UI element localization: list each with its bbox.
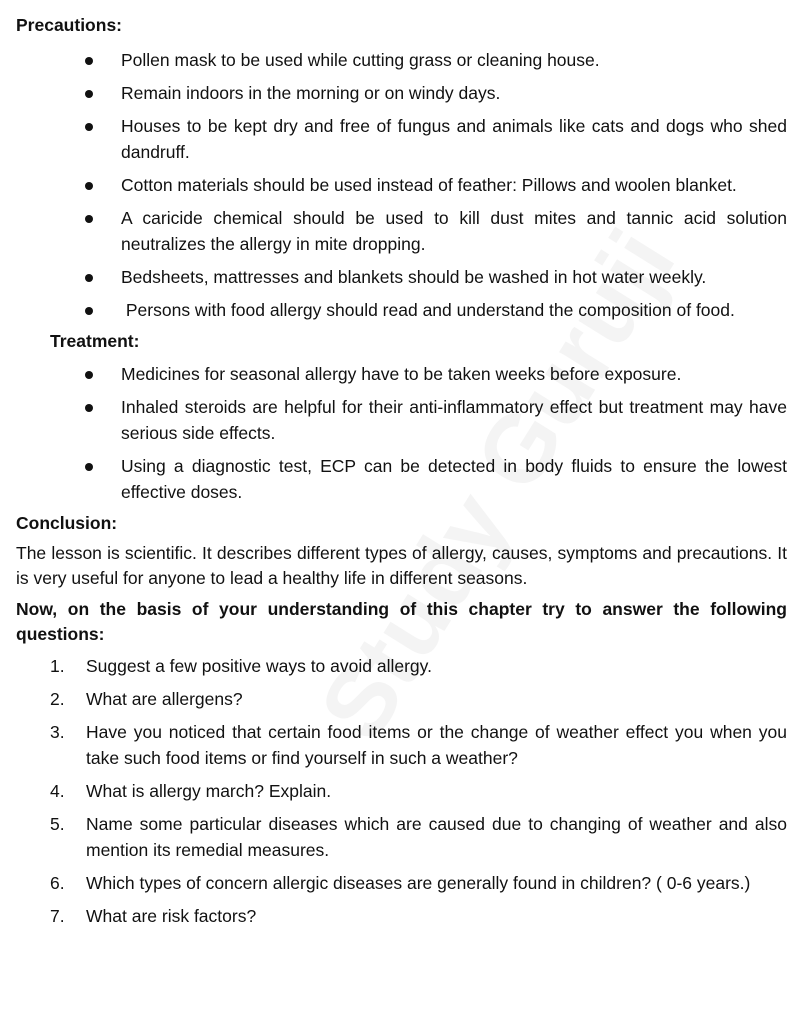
question-item xyxy=(16,811,787,863)
question-text: Which types of concern allergic diseases are generally found in children? ( 0-6 years.) xyxy=(86,873,751,893)
bullet-icon xyxy=(85,215,93,223)
question-number: 4. xyxy=(50,781,65,801)
question-item xyxy=(16,719,787,771)
question-text: What is allergy march? Explain. xyxy=(86,781,332,801)
treatment-text: Using a diagnostic test, ECP can be detected in body fluids to ensure the lowest effective doses. xyxy=(121,456,787,502)
bullet-icon xyxy=(85,307,93,315)
treatment-section xyxy=(16,330,787,505)
precaution-item xyxy=(16,264,787,290)
question-text: Name some particular diseases which are caused due to changing of weather and also mention its remedial measures. xyxy=(86,814,787,860)
question-number: 7. xyxy=(50,906,65,926)
bullet-icon xyxy=(85,404,93,412)
treatment-text: Medicines for seasonal allergy have to be taken weeks before exposure. xyxy=(121,364,682,384)
question-number: 3. xyxy=(50,722,65,742)
question-text: What are risk factors? xyxy=(86,906,257,926)
question-number: 6. xyxy=(50,873,65,893)
precaution-item xyxy=(16,80,787,106)
precaution-text: Remain indoors in the morning or on windy days. xyxy=(121,83,501,103)
bullet-icon xyxy=(85,371,93,379)
treatment-list xyxy=(16,361,787,505)
question-text: What are allergens? xyxy=(86,689,243,709)
precaution-text: Persons with food allergy should read and understand the composition of food. xyxy=(121,300,735,320)
question-item xyxy=(16,870,787,896)
conclusion-heading: Conclusion: xyxy=(16,513,118,533)
document-page xyxy=(16,14,787,936)
question-item xyxy=(16,686,787,712)
bullet-icon xyxy=(85,463,93,471)
bullet-icon xyxy=(85,90,93,98)
treatment-text: Inhaled steroids are helpful for their anti-inflammatory effect but treatment may have serious side effects. xyxy=(121,397,787,443)
precaution-item xyxy=(16,205,787,257)
precautions-heading: Precautions: xyxy=(16,15,122,35)
precaution-text: Cotton materials should be used instead of feather: Pillows and woolen blanket. xyxy=(121,175,737,195)
question-number: 2. xyxy=(50,689,65,709)
precaution-text: Houses to be kept dry and free of fungus and animals like cats and dogs who shed dandruff. xyxy=(121,116,787,162)
bullet-icon xyxy=(85,57,93,65)
question-number: 5. xyxy=(50,814,65,834)
precautions-section xyxy=(16,14,787,323)
treatment-item xyxy=(16,453,787,505)
question-text: Have you noticed that certain food items or the change of weather effect you when you take such food items or find yourself in such a weather? xyxy=(86,722,787,768)
question-item xyxy=(16,903,787,929)
treatment-heading: Treatment: xyxy=(50,331,140,351)
question-item xyxy=(16,653,787,679)
treatment-item xyxy=(16,394,787,446)
question-number: 1. xyxy=(50,656,65,676)
questions-intro: Now, on the basis of your understanding of this chapter try to answer the following questions: xyxy=(16,599,787,644)
questions-list xyxy=(16,653,787,929)
questions-section xyxy=(16,597,787,929)
bullet-icon xyxy=(85,123,93,131)
precautions-list xyxy=(16,47,787,323)
precaution-item xyxy=(16,113,787,165)
precaution-text: Pollen mask to be used while cutting grass or cleaning house. xyxy=(121,50,600,70)
precaution-item xyxy=(16,172,787,198)
bullet-icon xyxy=(85,182,93,190)
question-text: Suggest a few positive ways to avoid allergy. xyxy=(86,656,432,676)
conclusion-text: The lesson is scientific. It describes different types of allergy, causes, symptoms and precautions. It is very useful for anyone to lead a healthy life in different seasons. xyxy=(16,543,787,588)
bullet-icon xyxy=(85,274,93,282)
precaution-item xyxy=(16,47,787,73)
precaution-text: A caricide chemical should be used to kill dust mites and tannic acid solution neutralizes the allergy in mite dropping. xyxy=(121,208,787,254)
conclusion-section xyxy=(16,512,787,591)
question-item xyxy=(16,778,787,804)
treatment-item xyxy=(16,361,787,387)
precaution-text: Bedsheets, mattresses and blankets should be washed in hot water weekly. xyxy=(121,267,707,287)
precaution-item xyxy=(16,297,787,323)
